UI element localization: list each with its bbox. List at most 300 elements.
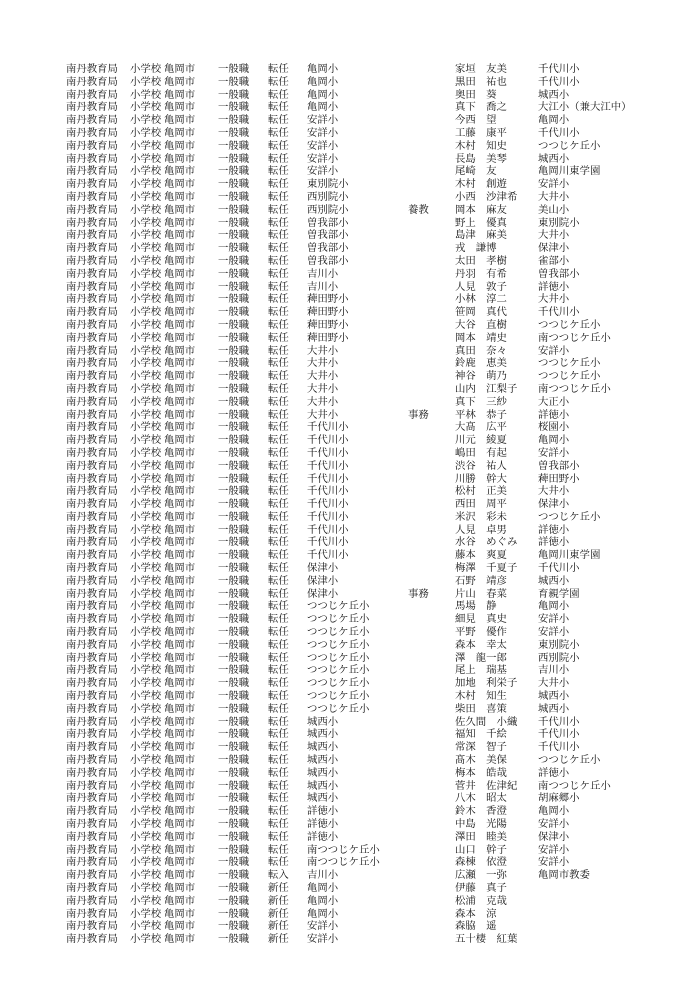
job-category-cell: 一般職 — [218, 101, 250, 114]
destination-cell: 大井小 — [538, 229, 570, 242]
person-name-cell: 森脇 遥 — [455, 920, 497, 933]
school-level-cell: 小学校 — [130, 293, 162, 306]
city-cell: 亀岡市 — [164, 690, 196, 703]
person-name-cell: 小西 沙津希 — [455, 190, 518, 203]
school-level-cell: 小学校 — [130, 664, 162, 677]
table-row — [0, 613, 700, 626]
transfer-type-cell: 転任 — [268, 267, 289, 280]
office-cell: 南丹教育局 — [66, 818, 118, 831]
job-category-cell: 一般職 — [218, 216, 250, 229]
school-level-cell: 小学校 — [130, 408, 162, 421]
city-cell: 亀岡市 — [164, 536, 196, 549]
person-name-cell: 岡本 靖史 — [455, 331, 507, 344]
school-level-cell: 小学校 — [130, 792, 162, 805]
office-cell: 南丹教育局 — [66, 472, 118, 485]
school-level-cell: 小学校 — [130, 242, 162, 255]
city-cell: 亀岡市 — [164, 664, 196, 677]
school-cell: 千代川小 — [307, 510, 349, 523]
transfer-type-cell: 転任 — [268, 88, 289, 101]
city-cell: 亀岡市 — [164, 126, 196, 139]
job-category-cell: 一般職 — [218, 139, 250, 152]
school-cell: 西別院小 — [307, 203, 349, 216]
school-cell: 曽我部小 — [307, 216, 349, 229]
school-cell: 曽我部小 — [307, 242, 349, 255]
city-cell: 亀岡市 — [164, 114, 196, 127]
school-cell: 千代川小 — [307, 421, 349, 434]
destination-cell: 城西小 — [538, 152, 570, 165]
job-category-cell: 一般職 — [218, 114, 250, 127]
school-level-cell: 小学校 — [130, 139, 162, 152]
transfer-type-cell: 転任 — [268, 75, 289, 88]
office-cell: 南丹教育局 — [66, 894, 118, 907]
school-cell: 大井小 — [307, 370, 339, 383]
person-name-cell: 黒田 祐也 — [455, 75, 507, 88]
city-cell: 亀岡市 — [164, 574, 196, 587]
person-name-cell: 西田 周平 — [455, 498, 507, 511]
city-cell: 亀岡市 — [164, 485, 196, 498]
school-level-cell: 小学校 — [130, 152, 162, 165]
job-category-cell: 一般職 — [218, 498, 250, 511]
job-category-cell: 一般職 — [218, 766, 250, 779]
school-cell: つつじケ丘小 — [307, 651, 370, 664]
table-row — [0, 805, 700, 818]
table-row — [0, 920, 700, 933]
office-cell: 南丹教育局 — [66, 574, 118, 587]
destination-cell: つつじケ丘小 — [538, 370, 601, 383]
destination-cell: つつじケ丘小 — [538, 139, 601, 152]
transfer-type-cell: 転任 — [268, 715, 289, 728]
destination-cell: つつじケ丘小 — [538, 754, 601, 767]
person-name-cell: 髙木 美保 — [455, 754, 507, 767]
school-level-cell: 小学校 — [130, 882, 162, 894]
transfer-type-cell: 転任 — [268, 216, 289, 229]
job-category-cell: 一般職 — [218, 830, 250, 843]
office-cell: 南丹教育局 — [66, 830, 118, 843]
school-level-cell: 小学校 — [130, 344, 162, 357]
city-cell: 亀岡市 — [164, 818, 196, 831]
transfer-type-cell: 転任 — [268, 101, 289, 114]
job-category-cell: 一般職 — [218, 203, 250, 216]
transfer-type-cell: 転任 — [268, 779, 289, 792]
city-cell: 亀岡市 — [164, 357, 196, 370]
school-cell: つつじケ丘小 — [307, 626, 370, 639]
destination-cell: 薭田野小 — [538, 472, 580, 485]
person-name-cell: 尾上 瑞基 — [455, 664, 507, 677]
job-category-cell: 一般職 — [218, 792, 250, 805]
person-name-cell: 澤 龍一郎 — [455, 651, 507, 664]
school-cell: 詳徳小 — [307, 805, 339, 818]
position-cell: 事務 — [408, 408, 429, 421]
table-row — [0, 357, 700, 370]
school-level-cell: 小学校 — [130, 318, 162, 331]
person-name-cell: 平野 優作 — [455, 626, 507, 639]
person-name-cell: 福知 千絵 — [455, 728, 507, 741]
city-cell: 亀岡市 — [164, 267, 196, 280]
office-cell: 南丹教育局 — [66, 434, 118, 447]
table-row — [0, 460, 700, 473]
person-name-cell: 澤田 睦美 — [455, 830, 507, 843]
table-row — [0, 536, 700, 549]
person-name-cell: 岡本 麻友 — [455, 203, 507, 216]
school-level-cell: 小学校 — [130, 651, 162, 664]
table-row — [0, 562, 700, 575]
school-level-cell: 小学校 — [130, 562, 162, 575]
person-name-cell: 細見 真史 — [455, 613, 507, 626]
school-cell: 保津小 — [307, 574, 339, 587]
table-row — [0, 716, 700, 729]
office-cell: 南丹教育局 — [66, 139, 118, 152]
job-category-cell: 一般職 — [218, 434, 250, 447]
destination-cell: 大井小 — [538, 677, 570, 690]
person-name-cell: 米沢 彩未 — [455, 510, 507, 523]
table-row — [0, 153, 700, 166]
school-cell: 千代川小 — [307, 434, 349, 447]
school-cell: 吉川小 — [307, 267, 339, 280]
school-cell: 薭田野小 — [307, 293, 349, 306]
transfer-type-cell: 転任 — [268, 190, 289, 203]
destination-cell: 千代川小 — [538, 741, 580, 754]
city-cell: 亀岡市 — [164, 229, 196, 242]
office-cell: 南丹教育局 — [66, 613, 118, 626]
school-cell: 曽我部小 — [307, 254, 349, 267]
destination-cell: 桜園小 — [538, 421, 570, 434]
city-cell: 亀岡市 — [164, 370, 196, 383]
school-cell: 大井小 — [307, 382, 339, 395]
job-category-cell: 一般職 — [218, 165, 250, 178]
job-category-cell: 一般職 — [218, 856, 250, 869]
office-cell: 南丹教育局 — [66, 357, 118, 370]
school-level-cell: 小学校 — [130, 421, 162, 434]
school-cell: つつじケ丘小 — [307, 600, 370, 613]
school-cell: つつじケ丘小 — [307, 690, 370, 703]
office-cell: 南丹教育局 — [66, 638, 118, 651]
destination-cell: 安詳小 — [538, 856, 570, 869]
job-category-cell: 一般職 — [218, 331, 250, 344]
destination-cell: 雀部小 — [538, 254, 570, 267]
person-name-cell: 森本 幸太 — [455, 638, 507, 651]
office-cell: 南丹教育局 — [66, 485, 118, 498]
office-cell: 南丹教育局 — [66, 536, 118, 549]
destination-cell: 保津小 — [538, 242, 570, 255]
city-cell: 亀岡市 — [164, 677, 196, 690]
city-cell: 亀岡市 — [164, 882, 196, 894]
job-category-cell: 一般職 — [218, 88, 250, 101]
office-cell: 南丹教育局 — [66, 651, 118, 664]
destination-cell: 大江小（兼大江中） — [538, 101, 632, 114]
school-level-cell: 小学校 — [130, 920, 162, 933]
person-name-cell: 長島 美琴 — [455, 152, 507, 165]
school-cell: 千代川小 — [307, 523, 349, 536]
person-name-cell: 川勝 幹大 — [455, 472, 507, 485]
destination-cell: 東別院小 — [538, 216, 580, 229]
destination-cell: 曽我部小 — [538, 459, 580, 472]
person-name-cell: 常深 智子 — [455, 741, 507, 754]
job-category-cell: 一般職 — [218, 677, 250, 690]
school-cell: 千代川小 — [307, 498, 349, 511]
table-row — [0, 754, 700, 767]
table-row — [0, 332, 700, 345]
job-category-cell: 一般職 — [218, 178, 250, 191]
transfer-type-cell: 転任 — [268, 510, 289, 523]
destination-cell: 亀岡川東学園 — [538, 165, 601, 178]
school-cell: 安詳小 — [307, 165, 339, 178]
destination-cell: 城西小 — [538, 702, 570, 715]
city-cell: 亀岡市 — [164, 318, 196, 331]
transfer-type-cell: 転任 — [268, 293, 289, 306]
city-cell: 亀岡市 — [164, 830, 196, 843]
school-level-cell: 小学校 — [130, 75, 162, 88]
school-level-cell: 小学校 — [130, 690, 162, 703]
person-name-cell: 菅井 佐津紀 — [455, 779, 518, 792]
person-name-cell: 渋谷 祐人 — [455, 459, 507, 472]
office-cell: 南丹教育局 — [66, 882, 118, 894]
destination-cell: 城西小 — [538, 574, 570, 587]
person-name-cell: 尾崎 友 — [455, 165, 497, 178]
school-cell: 城西小 — [307, 715, 339, 728]
city-cell: 亀岡市 — [164, 549, 196, 562]
school-level-cell: 小学校 — [130, 741, 162, 754]
job-category-cell: 一般職 — [218, 869, 250, 882]
table-row — [0, 498, 700, 511]
table-row — [0, 549, 700, 562]
job-category-cell: 一般職 — [218, 920, 250, 933]
job-category-cell: 一般職 — [218, 63, 250, 75]
job-category-cell: 一般職 — [218, 933, 250, 946]
job-category-cell: 一般職 — [218, 459, 250, 472]
transfer-type-cell: 転任 — [268, 421, 289, 434]
person-name-cell: 笹岡 真代 — [455, 306, 507, 319]
office-cell: 南丹教育局 — [66, 779, 118, 792]
person-name-cell: 小林 淳二 — [455, 293, 507, 306]
person-name-cell: 木村 知生 — [455, 690, 507, 703]
person-name-cell: 松浦 克哉 — [455, 894, 507, 907]
school-level-cell: 小学校 — [130, 702, 162, 715]
table-row — [0, 524, 700, 537]
job-category-cell: 一般職 — [218, 562, 250, 575]
person-name-cell: 森棟 依澄 — [455, 856, 507, 869]
school-level-cell: 小学校 — [130, 510, 162, 523]
school-cell: 大井小 — [307, 344, 339, 357]
table-row — [0, 127, 700, 140]
city-cell: 亀岡市 — [164, 472, 196, 485]
job-category-cell: 一般職 — [218, 587, 250, 600]
office-cell: 南丹教育局 — [66, 498, 118, 511]
personnel-transfer-table — [0, 63, 700, 946]
school-level-cell: 小学校 — [130, 626, 162, 639]
school-level-cell: 小学校 — [130, 907, 162, 920]
school-level-cell: 小学校 — [130, 498, 162, 511]
table-row — [0, 383, 700, 396]
destination-cell: 亀岡川東学園 — [538, 549, 601, 562]
office-cell: 南丹教育局 — [66, 203, 118, 216]
school-level-cell: 小学校 — [130, 216, 162, 229]
office-cell: 南丹教育局 — [66, 600, 118, 613]
city-cell: 亀岡市 — [164, 139, 196, 152]
transfer-type-cell: 転任 — [268, 382, 289, 395]
school-cell: 城西小 — [307, 728, 339, 741]
office-cell: 南丹教育局 — [66, 242, 118, 255]
office-cell: 南丹教育局 — [66, 907, 118, 920]
school-level-cell: 小学校 — [130, 178, 162, 191]
office-cell: 南丹教育局 — [66, 562, 118, 575]
transfer-type-cell: 転任 — [268, 741, 289, 754]
office-cell: 南丹教育局 — [66, 229, 118, 242]
job-category-cell: 一般職 — [218, 664, 250, 677]
transfer-type-cell: 転任 — [268, 446, 289, 459]
school-cell: 千代川小 — [307, 536, 349, 549]
office-cell: 南丹教育局 — [66, 306, 118, 319]
destination-cell: 吉川小 — [538, 664, 570, 677]
job-category-cell: 一般職 — [218, 715, 250, 728]
office-cell: 南丹教育局 — [66, 549, 118, 562]
city-cell: 亀岡市 — [164, 408, 196, 421]
office-cell: 南丹教育局 — [66, 766, 118, 779]
person-name-cell: 真田 奈々 — [455, 344, 507, 357]
city-cell: 亀岡市 — [164, 754, 196, 767]
school-cell: 安詳小 — [307, 152, 339, 165]
transfer-type-cell: 転任 — [268, 536, 289, 549]
school-level-cell: 小学校 — [130, 869, 162, 882]
school-cell: 東別院小 — [307, 178, 349, 191]
table-row — [0, 485, 700, 498]
school-level-cell: 小学校 — [130, 254, 162, 267]
job-category-cell: 一般職 — [218, 754, 250, 767]
school-level-cell: 小学校 — [130, 126, 162, 139]
school-cell: つつじケ丘小 — [307, 702, 370, 715]
table-row — [0, 933, 700, 946]
school-level-cell: 小学校 — [130, 229, 162, 242]
person-name-cell: 山口 幹子 — [455, 843, 507, 856]
school-cell: 曽我部小 — [307, 229, 349, 242]
table-row — [0, 255, 700, 268]
office-cell: 南丹教育局 — [66, 216, 118, 229]
transfer-type-cell: 転任 — [268, 280, 289, 293]
job-category-cell: 一般職 — [218, 318, 250, 331]
school-cell: 安詳小 — [307, 920, 339, 933]
destination-cell: 安詳小 — [538, 446, 570, 459]
person-name-cell: 馬場 静 — [455, 600, 497, 613]
school-level-cell: 小学校 — [130, 830, 162, 843]
table-row — [0, 293, 700, 306]
school-level-cell: 小学校 — [130, 370, 162, 383]
school-cell: 保津小 — [307, 587, 339, 600]
table-row — [0, 844, 700, 857]
school-cell: つつじケ丘小 — [307, 664, 370, 677]
job-category-cell: 一般職 — [218, 485, 250, 498]
job-category-cell: 一般職 — [218, 779, 250, 792]
transfer-type-cell: 転任 — [268, 139, 289, 152]
destination-cell: 安詳小 — [538, 626, 570, 639]
job-category-cell: 一般職 — [218, 894, 250, 907]
job-category-cell: 一般職 — [218, 306, 250, 319]
table-row — [0, 319, 700, 332]
person-name-cell: 佐久間 小織 — [455, 715, 518, 728]
person-name-cell: 広瀬 一弥 — [455, 869, 507, 882]
table-row — [0, 664, 700, 677]
job-category-cell: 一般職 — [218, 472, 250, 485]
destination-cell: 千代川小 — [538, 126, 580, 139]
transfer-type-cell: 転任 — [268, 766, 289, 779]
office-cell: 南丹教育局 — [66, 715, 118, 728]
destination-cell: 安詳小 — [538, 178, 570, 191]
person-name-cell: 家垣 友美 — [455, 63, 507, 75]
table-row — [0, 728, 700, 741]
city-cell: 亀岡市 — [164, 933, 196, 946]
destination-cell: つつじケ丘小 — [538, 318, 601, 331]
transfer-type-cell: 新任 — [268, 920, 289, 933]
school-level-cell: 小学校 — [130, 715, 162, 728]
school-cell: 千代川小 — [307, 459, 349, 472]
position-cell: 事務 — [408, 587, 429, 600]
job-category-cell: 一般職 — [218, 702, 250, 715]
city-cell: 亀岡市 — [164, 766, 196, 779]
table-row — [0, 831, 700, 844]
city-cell: 亀岡市 — [164, 254, 196, 267]
school-level-cell: 小学校 — [130, 331, 162, 344]
table-row — [0, 165, 700, 178]
city-cell: 亀岡市 — [164, 805, 196, 818]
table-row — [0, 818, 700, 831]
transfer-type-cell: 転任 — [268, 395, 289, 408]
destination-cell: 美山小 — [538, 203, 570, 216]
table-row — [0, 869, 700, 882]
table-row — [0, 434, 700, 447]
office-cell: 南丹教育局 — [66, 75, 118, 88]
school-cell: 大井小 — [307, 395, 339, 408]
table-row — [0, 690, 700, 703]
school-cell: 大井小 — [307, 357, 339, 370]
transfer-type-cell: 転任 — [268, 63, 289, 75]
city-cell: 亀岡市 — [164, 600, 196, 613]
table-row — [0, 217, 700, 230]
transfer-type-cell: 転任 — [268, 434, 289, 447]
destination-cell: 南つつじケ丘小 — [538, 779, 611, 792]
city-cell: 亀岡市 — [164, 165, 196, 178]
job-category-cell: 一般職 — [218, 613, 250, 626]
school-level-cell: 小学校 — [130, 536, 162, 549]
destination-cell: 千代川小 — [538, 75, 580, 88]
table-row — [0, 703, 700, 716]
job-category-cell: 一般職 — [218, 843, 250, 856]
school-level-cell: 小学校 — [130, 843, 162, 856]
job-category-cell: 一般職 — [218, 357, 250, 370]
job-category-cell: 一般職 — [218, 126, 250, 139]
table-row — [0, 856, 700, 869]
job-category-cell: 一般職 — [218, 293, 250, 306]
city-cell: 亀岡市 — [164, 306, 196, 319]
transfer-type-cell: 転任 — [268, 651, 289, 664]
table-row — [0, 882, 700, 895]
school-level-cell: 小学校 — [130, 856, 162, 869]
table-row — [0, 409, 700, 422]
office-cell: 南丹教育局 — [66, 843, 118, 856]
office-cell: 南丹教育局 — [66, 267, 118, 280]
person-name-cell: 鈴鹿 恵美 — [455, 357, 507, 370]
job-category-cell: 一般職 — [218, 574, 250, 587]
office-cell: 南丹教育局 — [66, 626, 118, 639]
school-cell: 亀岡小 — [307, 63, 339, 75]
city-cell: 亀岡市 — [164, 152, 196, 165]
school-cell: 吉川小 — [307, 280, 339, 293]
city-cell: 亀岡市 — [164, 446, 196, 459]
office-cell: 南丹教育局 — [66, 101, 118, 114]
city-cell: 亀岡市 — [164, 101, 196, 114]
table-row — [0, 396, 700, 409]
school-cell: つつじケ丘小 — [307, 638, 370, 651]
city-cell: 亀岡市 — [164, 382, 196, 395]
school-cell: 薭田野小 — [307, 306, 349, 319]
office-cell: 南丹教育局 — [66, 344, 118, 357]
